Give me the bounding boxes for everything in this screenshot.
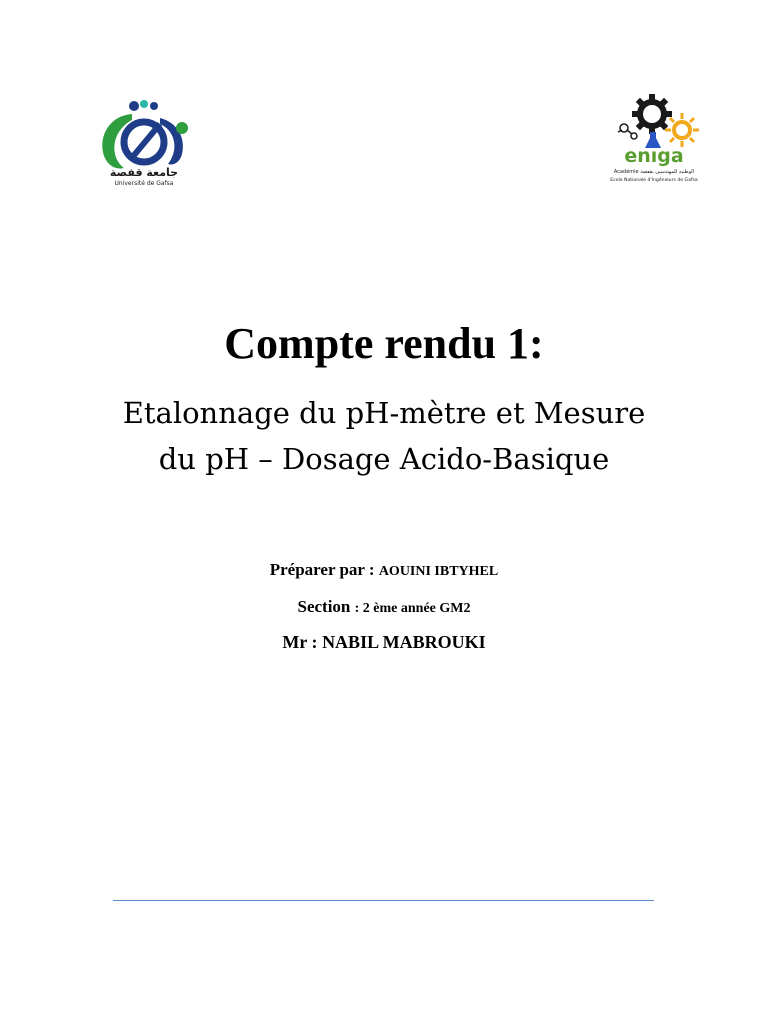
universite-gafsa-logo xyxy=(94,98,194,186)
eniga-wordmark: enıga xyxy=(624,145,684,167)
teacher-line xyxy=(0,632,768,653)
eniga-logo xyxy=(598,92,710,186)
document-subtitle: Etalonnage du pH-mètre et Mesure du pH – Dosage Acido-Basique xyxy=(122,396,646,476)
section-label: Section xyxy=(297,597,351,616)
footer-divider xyxy=(113,900,654,901)
eniga-emblem xyxy=(598,92,710,186)
preparer-label: Préparer par : xyxy=(269,560,375,579)
preparer-line xyxy=(0,560,768,580)
eniga-text-line1: Académie الوطنية للمهندسين بقفصة xyxy=(613,169,695,175)
teacher-value: NABIL MABROUKI xyxy=(322,632,486,652)
universite-gafsa-label: Université de Gafsa xyxy=(114,180,174,186)
preparer-value: AOUINI IBTYHEL xyxy=(378,564,499,579)
document-title: Compte rendu 1: xyxy=(224,319,544,368)
teacher-label: Mr : xyxy=(282,632,318,652)
universite-gafsa-arabic: جامعة قفصة xyxy=(109,166,179,179)
universite-gafsa-emblem xyxy=(94,98,194,186)
section-line xyxy=(0,597,768,617)
section-value: : 2 ème année GM2 xyxy=(354,601,471,616)
eniga-text-line2: Ecole Nationale d'Ingénieurs de Gafsa xyxy=(610,178,698,183)
